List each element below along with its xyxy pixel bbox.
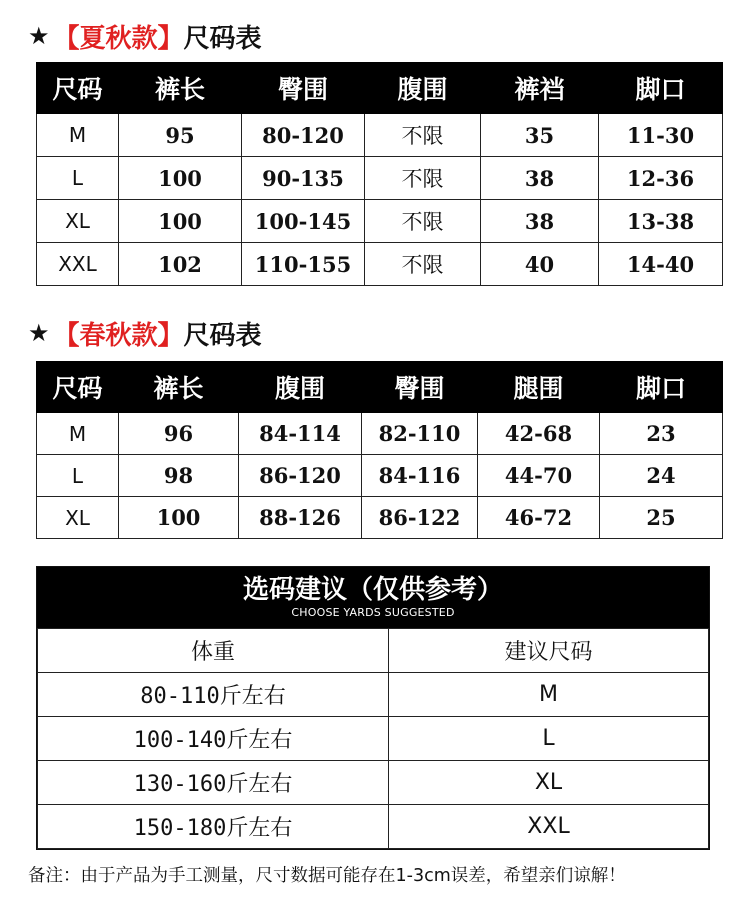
header-cell: 脚口	[600, 362, 723, 413]
length-cell: 100	[119, 200, 242, 243]
header-cell: 建议尺码	[389, 629, 709, 673]
suggestion-title: 选码建议（仅供参考）	[242, 575, 503, 605]
hip-cell: 110-155	[242, 243, 365, 286]
header-cell: 裤裆	[481, 63, 599, 114]
table-row	[37, 455, 723, 497]
table-row	[37, 157, 723, 200]
suggestion-table	[37, 628, 709, 849]
recommended-size-cell: L	[389, 717, 709, 761]
waist-cell: 不限	[365, 157, 481, 200]
table-row	[38, 717, 709, 761]
summer-autumn-size-table	[36, 62, 723, 286]
suggestion-header	[37, 567, 709, 628]
thigh-cell: 42-68	[478, 413, 600, 455]
header-cell: 臀围	[362, 362, 478, 413]
hip-cell: 84-116	[362, 455, 478, 497]
length-cell: 98	[119, 455, 239, 497]
leg-opening-cell: 12-36	[599, 157, 723, 200]
table-row	[38, 673, 709, 717]
header-cell: 尺码	[37, 63, 119, 114]
waist-cell: 不限	[365, 243, 481, 286]
table-row	[38, 805, 709, 849]
header-cell: 腹围	[365, 63, 481, 114]
hip-cell: 100-145	[242, 200, 365, 243]
style-name: 【夏秋款】	[53, 23, 184, 54]
header-cell: 脚口	[599, 63, 723, 114]
weight-cell: 100-140斤左右	[38, 717, 389, 761]
thigh-cell: 44-70	[478, 455, 600, 497]
hip-cell: 82-110	[362, 413, 478, 455]
table-row	[37, 243, 723, 286]
summer-autumn-heading	[28, 16, 262, 56]
star-icon: ★	[28, 22, 50, 50]
table-row	[37, 200, 723, 243]
heading-suffix: 尺码表	[183, 23, 262, 54]
measurement-note: 备注：由于产品为手工测量，尺寸数据可能存在1-3cm误差，希望亲们谅解！	[28, 866, 626, 886]
header-cell: 尺码	[37, 362, 119, 413]
size-cell: L	[37, 157, 119, 200]
header-cell: 腿围	[478, 362, 600, 413]
heading-suffix: 尺码表	[183, 320, 262, 351]
table-row	[37, 497, 723, 539]
crotch-cell: 40	[481, 243, 599, 286]
table-row	[38, 761, 709, 805]
recommended-size-cell: M	[389, 673, 709, 717]
header-cell: 裤长	[119, 362, 239, 413]
weight-cell: 130-160斤左右	[38, 761, 389, 805]
length-cell: 95	[119, 114, 242, 157]
size-cell: M	[37, 413, 119, 455]
spring-autumn-heading	[28, 313, 262, 353]
leg-opening-cell: 23	[600, 413, 723, 455]
size-cell: XL	[37, 497, 119, 539]
crotch-cell: 35	[481, 114, 599, 157]
thigh-cell: 46-72	[478, 497, 600, 539]
table-header-row	[38, 629, 709, 673]
hip-cell: 90-135	[242, 157, 365, 200]
table-row	[37, 413, 723, 455]
table-header-row	[37, 362, 723, 413]
spring-autumn-size-table	[36, 361, 723, 539]
leg-opening-cell: 24	[600, 455, 723, 497]
recommended-size-cell: XXL	[389, 805, 709, 849]
weight-cell: 150-180斤左右	[38, 805, 389, 849]
header-cell: 体重	[38, 629, 389, 673]
hip-cell: 86-122	[362, 497, 478, 539]
crotch-cell: 38	[481, 157, 599, 200]
recommended-size-cell: XL	[389, 761, 709, 805]
style-name: 【春秋款】	[53, 320, 184, 351]
length-cell: 100	[119, 497, 239, 539]
size-suggestion-panel	[36, 566, 710, 850]
size-cell: XL	[37, 200, 119, 243]
length-cell: 100	[119, 157, 242, 200]
waist-cell: 88-126	[239, 497, 362, 539]
hip-cell: 80-120	[242, 114, 365, 157]
star-icon: ★	[28, 319, 50, 347]
waist-cell: 不限	[365, 200, 481, 243]
waist-cell: 84-114	[239, 413, 362, 455]
header-cell: 腹围	[239, 362, 362, 413]
length-cell: 96	[119, 413, 239, 455]
leg-opening-cell: 11-30	[599, 114, 723, 157]
waist-cell: 86-120	[239, 455, 362, 497]
suggestion-subtitle: CHOOSE YARDS SUGGESTED	[291, 606, 455, 619]
header-cell: 裤长	[119, 63, 242, 114]
table-row	[37, 114, 723, 157]
length-cell: 102	[119, 243, 242, 286]
weight-cell: 80-110斤左右	[38, 673, 389, 717]
crotch-cell: 38	[481, 200, 599, 243]
table-header-row	[37, 63, 723, 114]
size-cell: XXL	[37, 243, 119, 286]
leg-opening-cell: 14-40	[599, 243, 723, 286]
leg-opening-cell: 13-38	[599, 200, 723, 243]
leg-opening-cell: 25	[600, 497, 723, 539]
header-cell: 臀围	[242, 63, 365, 114]
size-cell: L	[37, 455, 119, 497]
waist-cell: 不限	[365, 114, 481, 157]
size-cell: M	[37, 114, 119, 157]
